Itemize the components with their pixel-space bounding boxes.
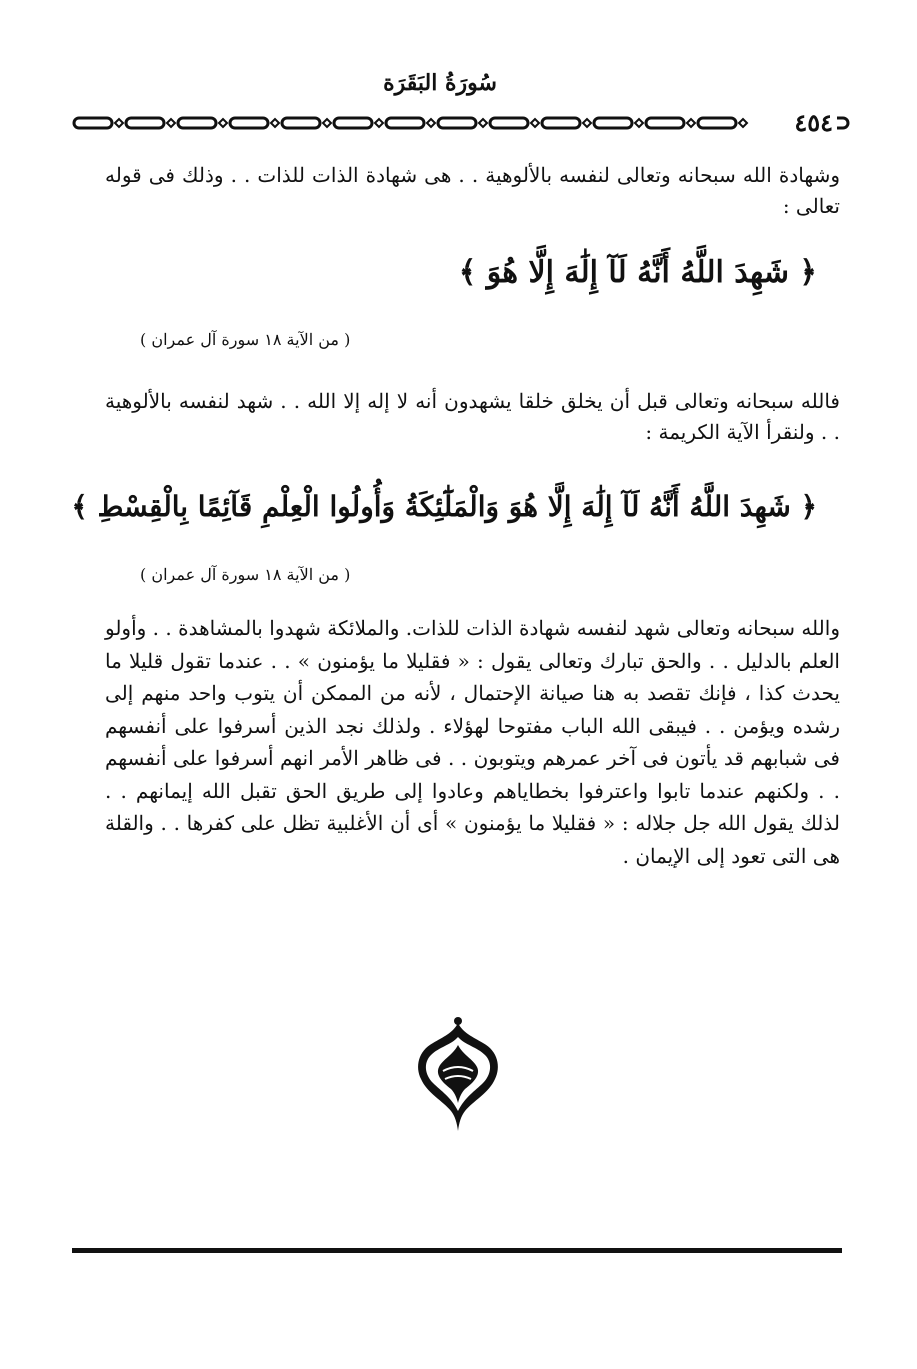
paragraph-2: فالله سبحانه وتعالى قبل أن يخلق خلقا يشهدون أنه لا إله إلا الله . . شهد لنفسه بالألوهية . . ولنقرأ الآية الكريمة : [105, 389, 840, 444]
chain-link [438, 118, 476, 128]
ornamental-border [72, 112, 852, 142]
quran-verse-2: ﴿ شَهِدَ اللَّهُ أَنَّهُ لَآ إِلَٰهَ إِلَّا هُوَ وَالْمَلَٰٓئِكَةُ وَأُولُوا الْعِلْمِ قَآئِمًا بِالْقِسْطِ ﴾ [71, 490, 817, 523]
decorative-emblem [413, 1015, 503, 1135]
chain-diamond [271, 119, 279, 127]
chain-link [386, 118, 424, 128]
page-number: ٤٥٤ [790, 108, 837, 137]
quran-verse-1: ﴿ شَهِدَ اللَّهُ أَنَّهُ لَآ إِلَٰهَ إِلَّا هُوَ ﴾ [458, 255, 817, 290]
chain-link [230, 118, 268, 128]
chain-diamond [427, 119, 435, 127]
chain-link [542, 118, 580, 128]
chain-link [282, 118, 320, 128]
chain-diamond [531, 119, 539, 127]
paragraph-3: والله سبحانه وتعالى شهد لنفسه شهادة الذات للذات. والملائكة شهدوا بالمشاهدة . . وأولو العلم بالدليل . . والحق تبارك وتعالى يقول : « فقليلا ما يؤمنون » . . عندما تقول قليلا ما يحدث كذا ، فإنك تقصد به هنا صيانة الإحتمال ، لأنه من الممكن أن يتوب واحد منهم إلى رشده ويؤمن . . فيبقى الله الباب مفتوحا لهؤلاء . ولذلك نجد الذين أسرفوا على أنفسهم فى شبابهم قد يأتون فى آخر عمرهم ويتوبون . . فى ظاهر الأمر انهم أسرفوا على أنفسهم . . ولكنهم عندما تابوا واعترفوا بخطاياهم وعادوا إلى طريق الحق تقبل الله إيمانهم . . لذلك يقول الله جل جلاله : « فقليلا ما يؤمنون » أى أن الأغلبية تظل على كفرها . . والقلة هى التى تعود إلى الإيمان . [105, 616, 840, 868]
chain-diamond [375, 119, 383, 127]
verse-source-2: ( من الآية ١٨ سورة آل عمران ) [140, 565, 351, 584]
chain-link [334, 118, 372, 128]
chain-link [490, 118, 528, 128]
chain-link [126, 118, 164, 128]
bottom-rule [72, 1248, 842, 1253]
chain-link [74, 118, 112, 128]
chain-link [646, 118, 684, 128]
chain-link [178, 118, 216, 128]
chain-diamond [635, 119, 643, 127]
chain-diamond [583, 119, 591, 127]
chain-diamond [167, 119, 175, 127]
chain-diamond [687, 119, 695, 127]
chain-diamond [479, 119, 487, 127]
chain-link [698, 118, 736, 128]
chain-diamond [115, 119, 123, 127]
chain-diamond [219, 119, 227, 127]
chain-diamond [323, 119, 331, 127]
chain-diamond [739, 119, 747, 127]
paragraph-1: وشهادة الله سبحانه وتعالى لنفسه بالألوهية . . هى شهادة الذات للذات . . وذلك فى قوله تعالى : [105, 163, 840, 218]
verse-source-1: ( من الآية ١٨ سورة آل عمران ) [140, 330, 351, 349]
chain-link [594, 118, 632, 128]
surah-title: سُورَةُ البَقَرَة [383, 70, 497, 96]
